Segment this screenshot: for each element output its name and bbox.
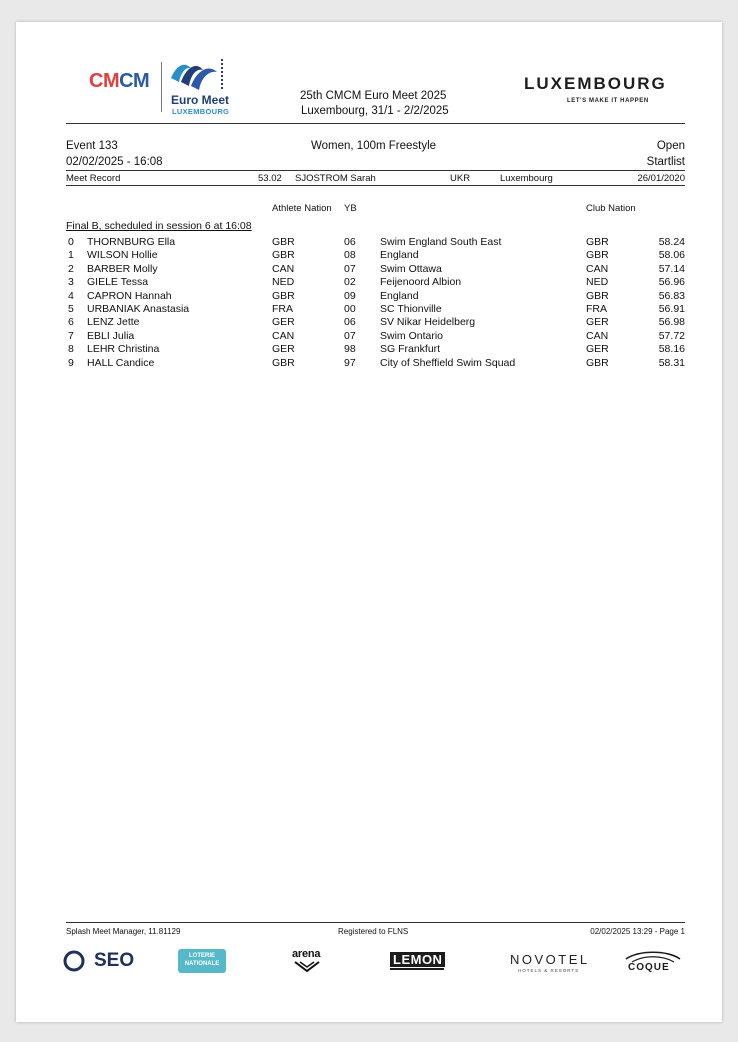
lane: 5: [68, 303, 74, 315]
meet-location: Luxembourg, 31/1 - 2/2/2025: [301, 105, 449, 117]
athlete-name: WILSON Hollie: [87, 249, 158, 262]
athlete-nation: CAN: [272, 262, 295, 275]
athlete-nation: FRA: [272, 303, 293, 315]
lane: 6: [68, 316, 74, 329]
athlete-name: EBLI Julia: [87, 329, 135, 342]
club-nation: CAN: [586, 329, 609, 342]
club-nation: GER: [586, 343, 609, 356]
euromeet-subtitle: LUXEMBOURG: [172, 107, 230, 116]
year-born: 06: [344, 316, 356, 329]
list-type: Startlist: [646, 156, 685, 168]
year-born: 07: [344, 329, 356, 342]
athlete-nation: GBR: [272, 356, 295, 369]
footer-divider: [66, 922, 685, 923]
entry-time: 58.16: [658, 343, 685, 356]
athlete-name: CAPRON Hannah: [87, 289, 172, 302]
lemon-logo: LEMON: [390, 952, 445, 967]
entry-time: 57.14: [658, 262, 685, 275]
entry-time: 56.98: [658, 316, 685, 329]
table-row: [16, 330, 722, 343]
club: Swim England South East: [380, 236, 502, 248]
lane: 7: [68, 329, 74, 342]
year-born: 06: [344, 236, 356, 248]
record-holder: SJOSTROM Sarah: [295, 173, 376, 184]
club-nation: NED: [586, 276, 609, 289]
header-divider: [66, 123, 685, 124]
table-row: [16, 236, 722, 249]
year-born: 98: [344, 343, 356, 356]
lane: 8: [68, 343, 74, 356]
entry-time: 56.91: [658, 303, 685, 315]
startlist-page: [16, 22, 722, 1022]
record-top-line: [66, 170, 685, 171]
luxembourg-tagline: LET'S MAKE IT HAPPEN: [567, 98, 649, 104]
lemon-underline: [390, 968, 444, 970]
club-nation: FRA: [586, 303, 607, 315]
entry-time: 58.06: [658, 249, 685, 262]
table-row: [16, 263, 722, 276]
footer-registered: Registered to FLNS: [338, 927, 409, 936]
euromeet-title: Euro Meet: [171, 93, 230, 107]
arena-logo: arena: [292, 948, 321, 960]
athlete-nation: GBR: [272, 289, 295, 302]
entry-time: 56.96: [658, 276, 685, 289]
footer-printed: 02/02/2025 13:29 - Page 1: [590, 927, 685, 936]
athlete-nation: CAN: [272, 329, 295, 342]
lane: 2: [68, 262, 74, 275]
loterie-logo: [178, 949, 226, 973]
lane: 3: [68, 276, 74, 289]
event-name: Women, 100m Freestyle: [311, 140, 437, 152]
club: SC Thionville: [380, 303, 442, 315]
athlete-nation: GER: [272, 343, 295, 356]
club-nation: GBR: [586, 249, 609, 262]
seo-logo: SEO: [94, 950, 135, 971]
cmcm-logo: CMCM: [89, 70, 150, 92]
athlete-name: LENZ Jette: [87, 316, 140, 329]
table-row: [16, 316, 722, 329]
club: Swim Ontario: [380, 329, 444, 342]
club: England: [380, 289, 419, 302]
seo-swirl-icon: [63, 950, 85, 972]
club: SV Nikar Heidelberg: [380, 316, 476, 329]
club-nation: GBR: [586, 236, 609, 248]
club: England: [380, 249, 419, 262]
novotel-logo: NOVOTEL: [510, 952, 590, 967]
lane: 1: [68, 249, 74, 262]
entry-time: 56.83: [658, 289, 685, 302]
event-category: Open: [656, 140, 685, 152]
record-place: Luxembourg: [500, 173, 553, 184]
year-born: 97: [344, 356, 356, 369]
record-time: 53.02: [258, 173, 282, 184]
club: Feijenoord Albion: [380, 276, 462, 289]
athlete-name: THORNBURG Ella: [87, 236, 176, 248]
entry-time: 57.72: [658, 329, 685, 342]
club-nation: GBR: [586, 356, 609, 369]
heat-title: Final B, scheduled in session 6 at 16:08: [66, 220, 252, 232]
table-row: [16, 303, 722, 316]
record-nation: UKR: [450, 173, 471, 184]
table-row: [16, 249, 722, 262]
logo-divider: [161, 62, 162, 112]
athlete-name: BARBER Molly: [87, 262, 158, 275]
year-born: 08: [344, 249, 356, 262]
club: Swim Ottawa: [380, 262, 442, 275]
athlete-name: GIELE Tessa: [87, 276, 149, 289]
event-datetime: 02/02/2025 - 16:08: [66, 156, 163, 168]
entry-time: 58.24: [658, 236, 685, 248]
athlete-name: URBANIAK Anastasia: [87, 303, 190, 315]
record-bottom-line: [66, 185, 685, 186]
column-athlete-nation: Athlete Nation: [272, 203, 332, 214]
year-born: 07: [344, 262, 356, 275]
lane: 9: [68, 356, 74, 369]
athlete-nation: NED: [272, 276, 295, 289]
club: SG Frankfurt: [380, 343, 441, 356]
meet-title: 25th CMCM Euro Meet 2025: [300, 90, 447, 102]
event-number: Event 133: [66, 140, 118, 152]
club: City of Sheffield Swim Squad: [380, 356, 516, 369]
athlete-nation: GBR: [272, 249, 295, 262]
lane: 4: [68, 289, 74, 302]
club-nation: GER: [586, 316, 609, 329]
athlete-nation: GBR: [272, 236, 295, 248]
athlete-name: HALL Candice: [87, 356, 155, 369]
column-club-nation: Club Nation: [586, 203, 636, 214]
table-row: [16, 290, 722, 303]
luxembourg-logo: LUXEMBOURG: [524, 74, 667, 93]
year-born: 02: [344, 276, 356, 289]
arena-diamond-icon: [292, 960, 322, 972]
athlete-name: LEHR Christina: [87, 343, 160, 356]
loterie-text: LOTERIE NATIONALE: [184, 953, 220, 967]
athlete-nation: GER: [272, 316, 295, 329]
novotel-subtitle: HOTELS & RESORTS: [518, 968, 580, 973]
club-nation: GBR: [586, 289, 609, 302]
coque-logo: COQUE: [628, 962, 670, 973]
record-date: 26/01/2020: [637, 173, 685, 184]
euromeet-vertical-text: [220, 58, 224, 92]
record-label: Meet Record: [66, 173, 121, 184]
table-row: [16, 357, 722, 370]
year-born: 00: [344, 303, 356, 315]
lane: 0: [68, 236, 74, 248]
column-yb: YB: [344, 203, 357, 214]
year-born: 09: [344, 289, 356, 302]
footer-software: Splash Meet Manager, 11.81129: [66, 927, 181, 936]
table-row: [16, 343, 722, 356]
club-nation: CAN: [586, 262, 609, 275]
entry-time: 58.31: [658, 356, 685, 369]
table-row: [16, 276, 722, 289]
euromeet-wave-icon: [169, 58, 221, 92]
